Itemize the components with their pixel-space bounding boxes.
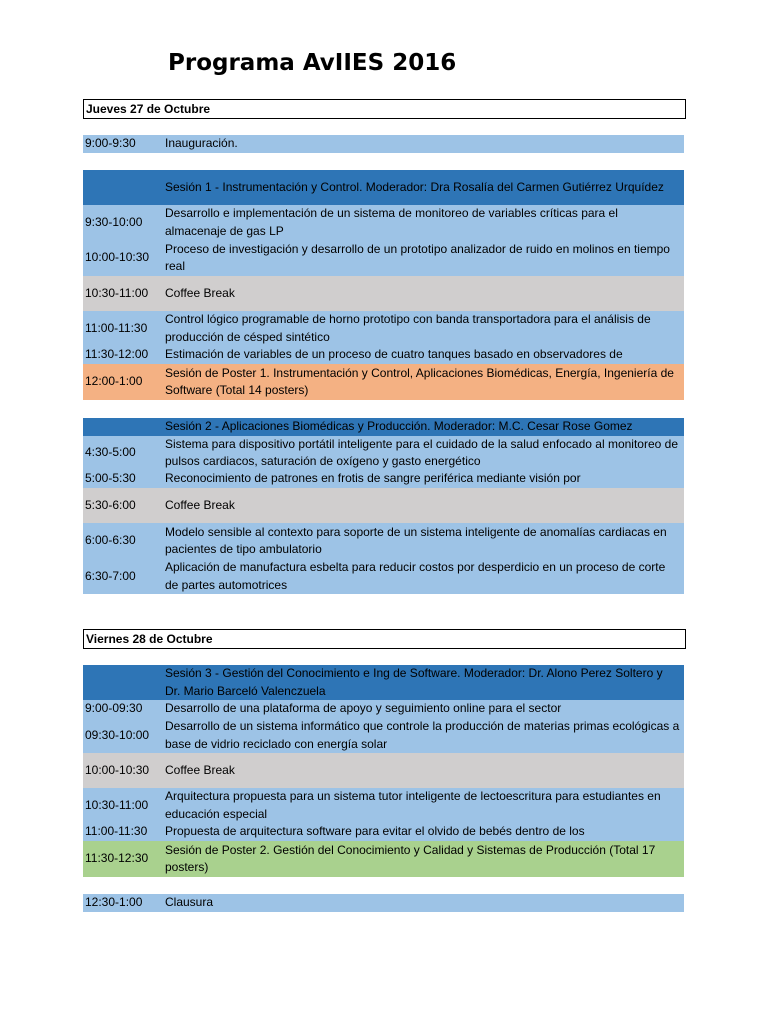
schedule-row <box>83 718 684 753</box>
schedule-row <box>83 523 684 559</box>
row-time: 11:30-12:00 <box>85 347 149 362</box>
row-description: Coffee Break <box>165 497 235 512</box>
row-description: Coffee Break <box>165 762 235 777</box>
row-time: 11:00-11:30 <box>85 320 148 335</box>
row-time: 6:30-7:00 <box>85 568 136 583</box>
row-description: Arquitectura propuesta para un sistema tutor inteligente de lectoescritura para estudiantes en educación especial <box>165 789 661 821</box>
row-description: Inauguración. <box>165 136 238 151</box>
page-title: Programa AvIIES 2016 <box>168 50 457 76</box>
row-time: 10:30-11:00 <box>85 285 149 300</box>
row-description: Clausura <box>165 895 214 910</box>
row-time: 11:30-12:30 <box>85 851 149 866</box>
schedule-row <box>83 823 684 841</box>
row-description: Coffee Break <box>165 285 235 300</box>
day-header-jueves: Jueves 27 de Octubre <box>83 99 686 119</box>
schedule-row <box>83 205 684 240</box>
session-header-row <box>83 665 684 700</box>
row-time: 10:30-11:00 <box>85 797 149 812</box>
row-time: 4:30-5:00 <box>85 445 136 460</box>
schedule-row <box>83 470 684 488</box>
day-header-viernes: Viernes 28 de Octubre <box>83 629 686 649</box>
row-description: Modelo sensible al contexto para soporte de un sistema inteligente de anomalías cardiacas en pacientes de tipo ambulatorio <box>165 524 667 556</box>
row-time: 9:00-09:30 <box>85 701 143 716</box>
schedule-row <box>83 559 684 594</box>
schedule-row <box>83 700 684 718</box>
row-description: Aplicación de manufactura esbelta para reducir costos por desperdicio en un proceso de corte de partes automotrices <box>165 560 666 592</box>
row-description: Propuesta de arquitectura software para evitar el olvido de bebés dentro de los <box>165 824 585 838</box>
coffee-break-row <box>83 276 684 311</box>
row-time: 5:30-6:00 <box>85 497 136 512</box>
session-title: Sesión 2 - Aplicaciones Biomédicas y Producción. Moderador: M.C. Cesar Rose Gomez <box>165 419 633 434</box>
row-time: 12:30-1:00 <box>85 895 143 910</box>
row-description: Sistema para dispositivo portátil inteligente para el cuidado de la salud enfocado al monitoreo de pulsos cardiacos, saturación de oxígeno y gasto energético <box>165 436 678 468</box>
poster-session-row <box>83 841 684 877</box>
row-time: 5:00-5:30 <box>85 471 136 486</box>
schedule-row <box>83 788 684 823</box>
coffee-break-row <box>83 753 684 788</box>
row-time: 12:00-1:00 <box>85 374 143 389</box>
schedule-row <box>83 436 684 470</box>
row-description: Control lógico programable de horno prototipo con banda transportadora para el análisis de producción de césped sintético <box>165 312 651 344</box>
row-time: 09:30-10:00 <box>85 727 150 742</box>
row-description: Sesión de Poster 1. Instrumentación y Control, Aplicaciones Biomédicas, Energía, Ingeniería de Software (Total 14 posters) <box>165 365 674 397</box>
row-description: Reconocimiento de patrones en frotis de sangre periférica mediante visión por <box>165 471 581 485</box>
schedule-row <box>83 135 684 153</box>
coffee-break-row <box>83 488 684 523</box>
row-description: Desarrollo de un sistema informático que controle la producción de materias primas ecológicas a base de vidrio reciclado con energía solar <box>165 719 680 751</box>
session-title: Sesión 1 - Instrumentación y Control. Moderador: Dra Rosalía del Carmen Gutiérrez Urquídez <box>165 179 664 194</box>
row-time: 10:00-10:30 <box>85 762 150 777</box>
schedule-row <box>83 240 684 276</box>
row-description: Desarrollo e implementación de un sistema de monitoreo de variables críticas para el almacenaje de gas LP <box>165 206 618 238</box>
session-header-row <box>83 170 684 205</box>
row-time: 9:00-9:30 <box>85 136 136 151</box>
session-header-row <box>83 418 684 436</box>
row-description: Estimación de variables de un proceso de cuatro tanques basado en observadores de <box>165 347 623 361</box>
row-description: Proceso de investigación y desarrollo de un prototipo analizador de ruido en molinos en tiempo real <box>165 241 670 273</box>
schedule-row <box>83 346 684 364</box>
schedule-row <box>83 311 684 346</box>
row-time: 11:00-11:30 <box>85 824 148 839</box>
session-title: Sesión 3 - Gestión del Conocimiento e Ing de Software. Moderador: Dr. Alono Perez Soltero y Dr. Mario Barceló Valenczuela <box>165 666 663 698</box>
row-time: 6:00-6:30 <box>85 533 136 548</box>
schedule-row <box>83 894 684 912</box>
row-description: Desarrollo de una plataforma de apoyo y seguimiento online para el sector <box>165 701 562 715</box>
row-description: Sesión de Poster 2. Gestión del Conocimiento y Calidad y Sistemas de Producción (Total 17 posters) <box>165 842 656 874</box>
poster-session-row <box>83 364 684 400</box>
row-time: 10:00-10:30 <box>85 250 150 265</box>
row-time: 9:30-10:00 <box>85 214 143 229</box>
